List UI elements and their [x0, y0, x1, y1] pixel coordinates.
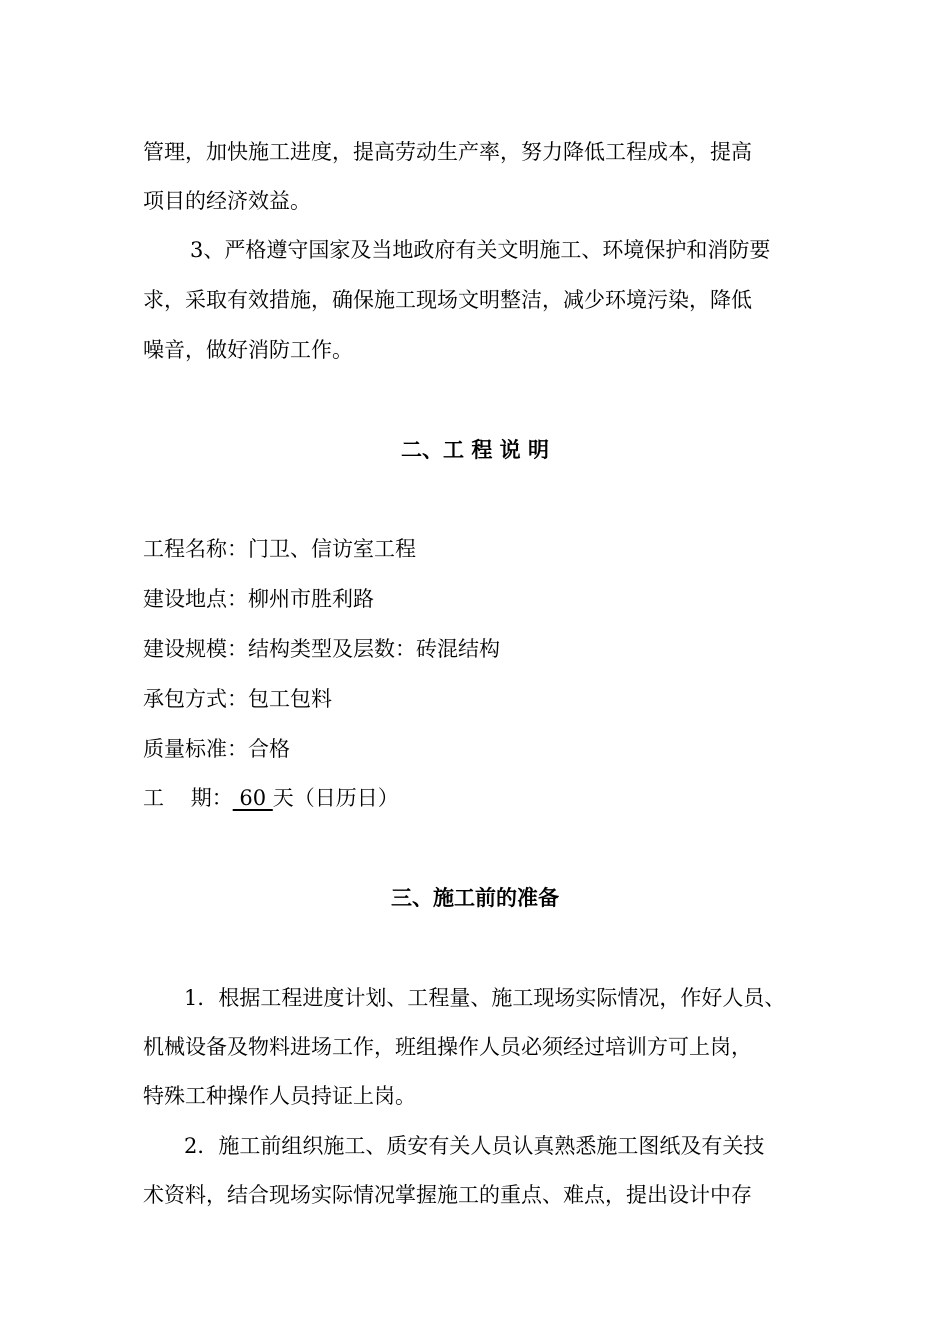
list-item-3-line: 3、严格遵守国家及当地政府有关文明施工、环境保护和消防要	[190, 238, 771, 262]
duration-label: 工 期：	[143, 786, 233, 810]
duration-unit: 天（日历日）	[272, 786, 399, 810]
project-scale: 建设规模：结构类型及层数：砖混结构	[143, 637, 500, 661]
list-item-3-line: 求，采取有效措施，确保施工现场文明整洁，减少环境污染，降低	[143, 288, 752, 312]
project-location: 建设地点：柳州市胜利路	[143, 587, 374, 611]
list-item-2-line: 术资料，结合现场实际情况掌握施工的重点、难点，提出设计中存	[143, 1183, 752, 1207]
list-item-1-line: 机械设备及物料进场工作，班组操作人员必须经过培训方可上岗，	[143, 1035, 752, 1059]
paragraph-line: 项目的经济效益。	[143, 189, 311, 213]
duration-value: 60	[232, 786, 273, 810]
section-heading-project-description: 二、工 程 说 明	[401, 437, 549, 462]
list-item-2-line: 2．施工前组织施工、质安有关人员认真熟悉施工图纸及有关技	[184, 1134, 765, 1158]
project-name: 工程名称：门卫、信访室工程	[143, 537, 416, 561]
list-item-3-line: 噪音，做好消防工作。	[143, 338, 353, 362]
list-item-1-line: 1．根据工程进度计划、工程量、施工现场实际情况，作好人员、	[184, 986, 786, 1010]
list-item-1-line: 特殊工种操作人员持证上岗。	[143, 1084, 416, 1108]
paragraph-line: 管理，加快施工进度，提高劳动生产率，努力降低工程成本，提高	[143, 140, 752, 164]
section-heading-preparation: 三、施工前的准备	[391, 885, 559, 910]
contract-type: 承包方式：包工包料	[143, 687, 332, 711]
project-duration	[143, 784, 399, 812]
quality-standard: 质量标准：合格	[143, 737, 290, 761]
